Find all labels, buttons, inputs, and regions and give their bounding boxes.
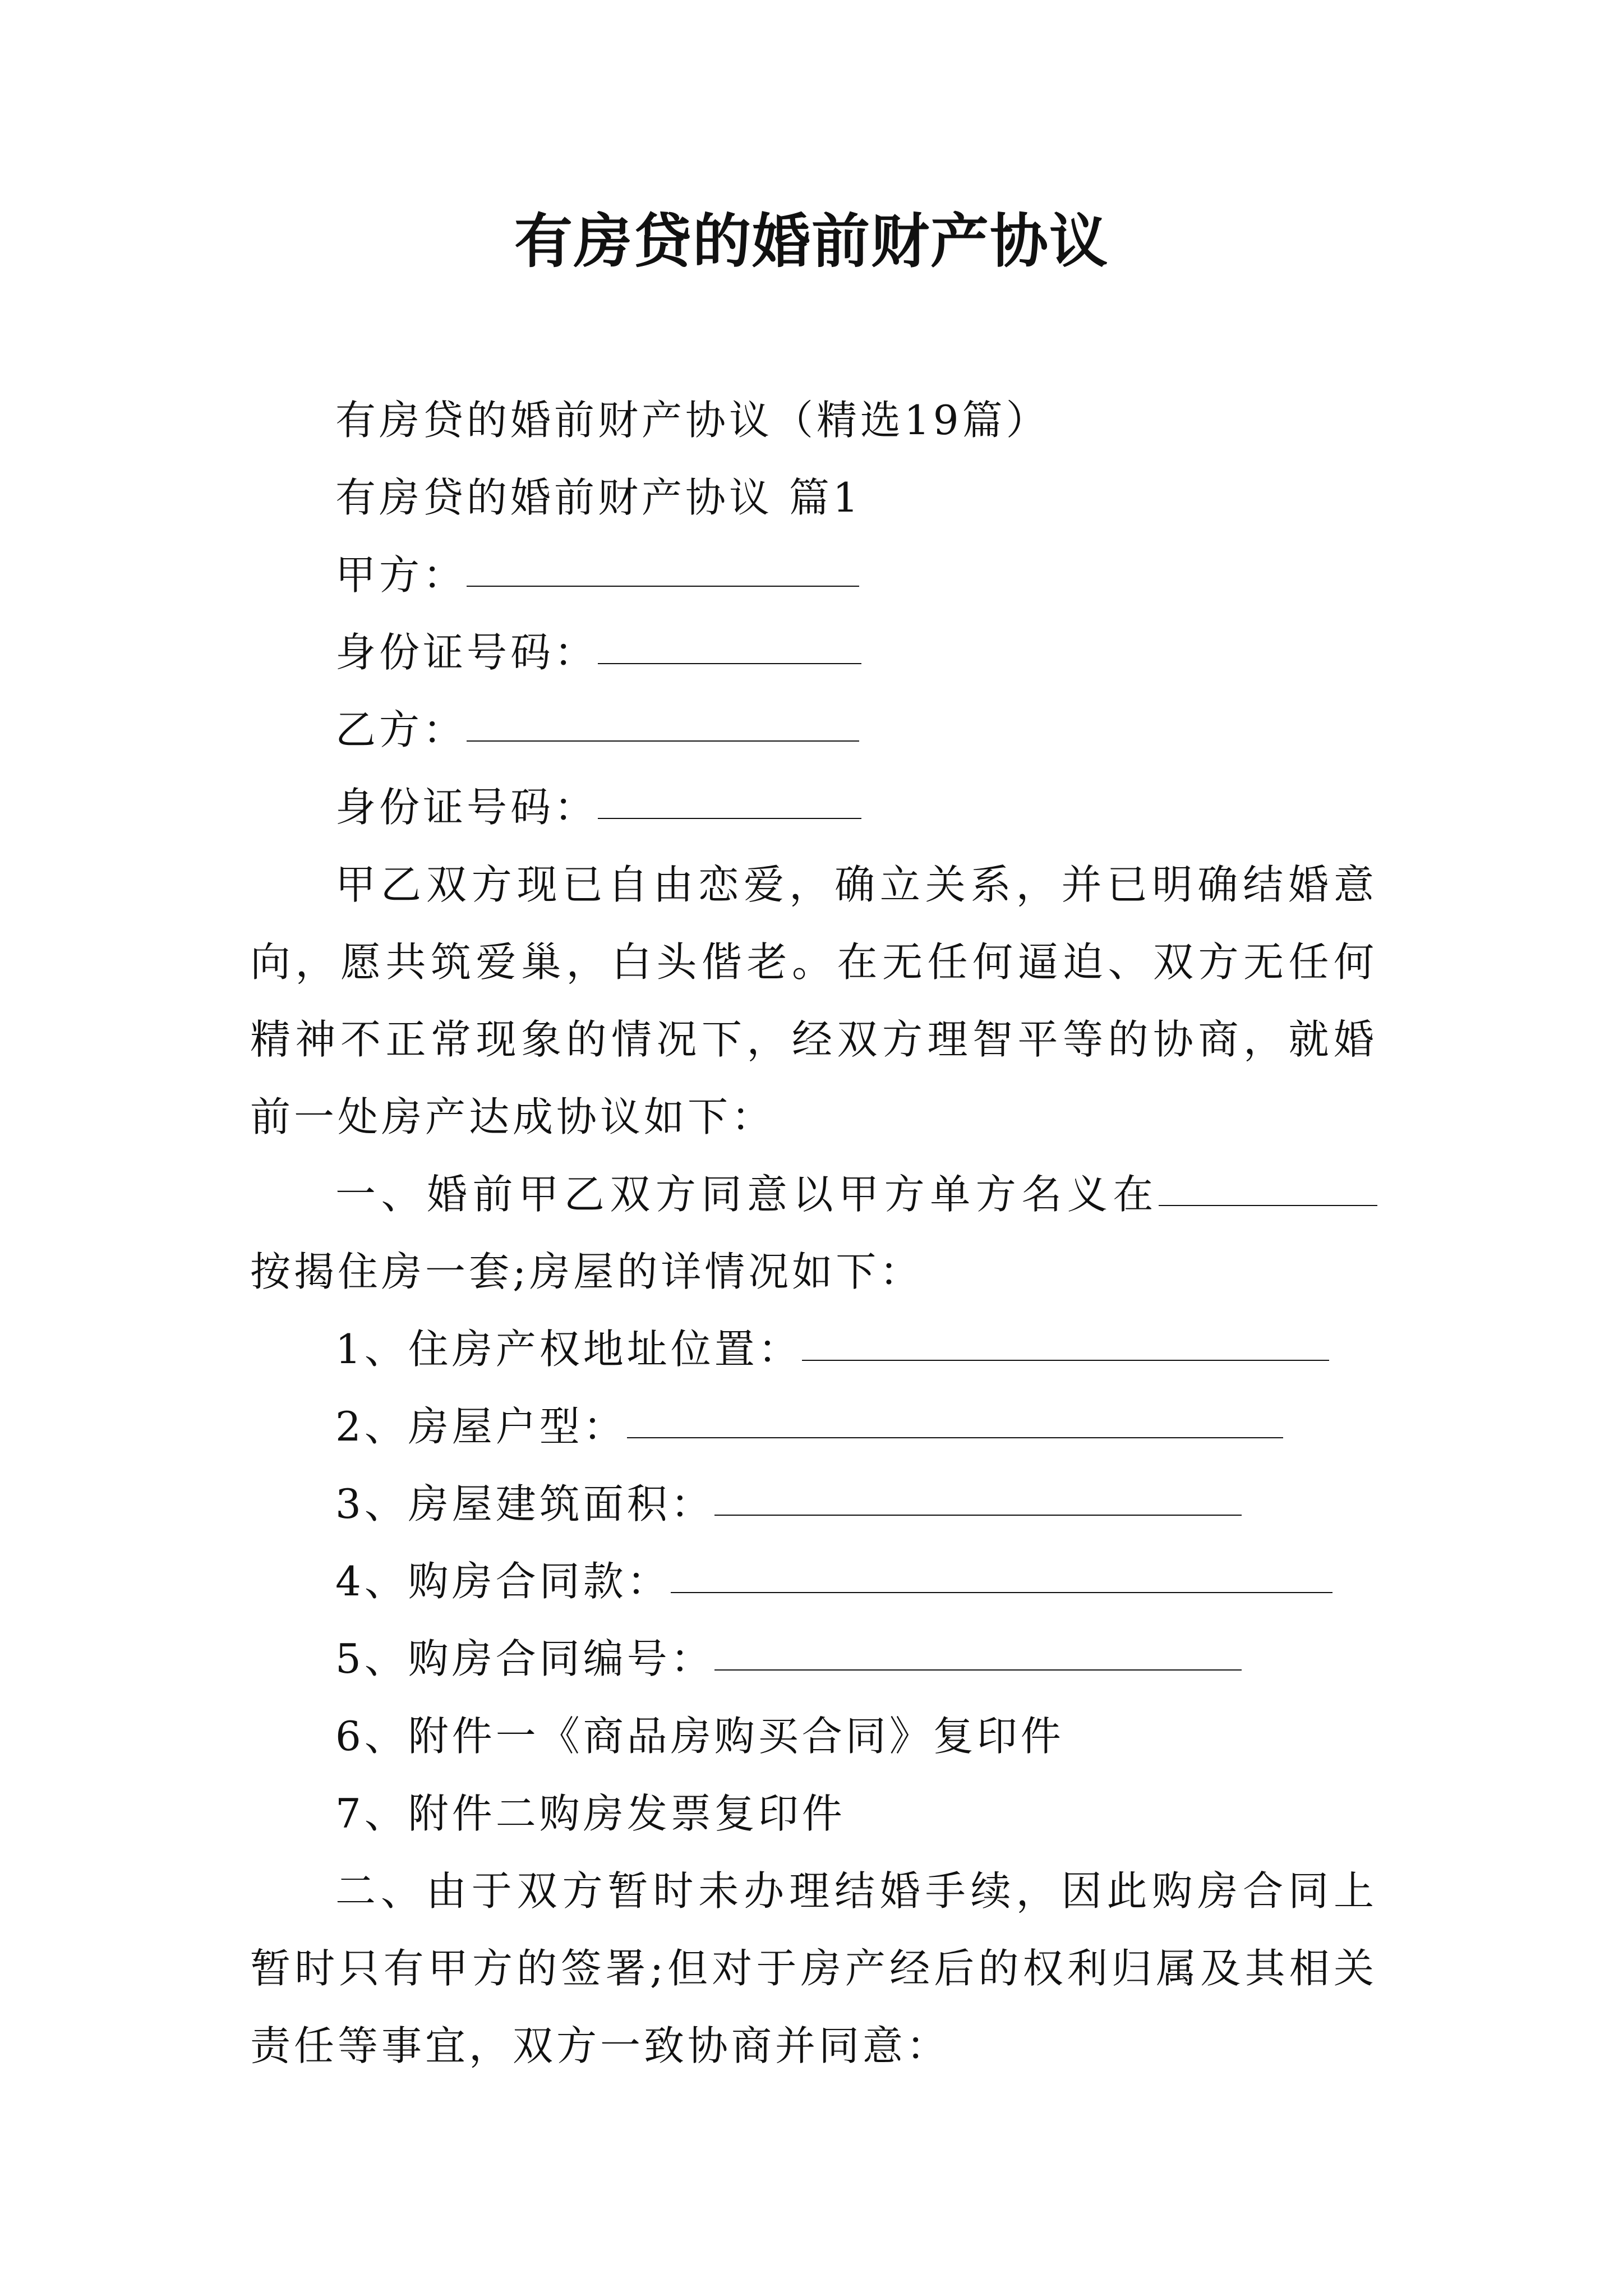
party-b-id-blank — [598, 771, 861, 819]
item-7-line: 7、附件二购房发票复印件 — [335, 1790, 846, 1837]
item-4-line — [250, 1543, 1377, 1620]
party-a-line — [250, 536, 1377, 614]
clause-1-location-blank — [1159, 1158, 1377, 1206]
party-b-blank — [467, 693, 859, 742]
clause-1 — [250, 1156, 1377, 1310]
party-b-line — [250, 691, 1377, 769]
item-5-line — [250, 1620, 1377, 1697]
item-1-line — [250, 1310, 1377, 1388]
item-3-line — [250, 1465, 1377, 1543]
party-b-label: 乙方： — [335, 706, 467, 753]
section-heading: 有房贷的婚前财产协议 篇1 — [335, 474, 862, 521]
item-2-line — [250, 1388, 1377, 1465]
item-2-blank — [627, 1390, 1283, 1438]
document-subtitle: 有房贷的婚前财产协议（精选19篇） — [335, 397, 1050, 444]
item-1-label: 1、住房产权地址位置： — [335, 1326, 802, 1373]
party-a-id-line — [250, 614, 1377, 691]
item-1-blank — [802, 1313, 1329, 1361]
clause-1-part-1: 一、婚前甲乙双方同意以甲方单方名义在 — [335, 1171, 1159, 1218]
document-body — [250, 381, 1377, 2085]
party-a-id-blank — [598, 616, 861, 664]
item-3-label: 3、房屋建筑面积： — [335, 1480, 714, 1527]
item-5-label: 5、购房合同编号： — [335, 1635, 714, 1682]
party-b-id-label: 身份证号码： — [335, 784, 598, 831]
item-2-label: 2、房屋户型： — [335, 1403, 627, 1450]
party-a-label: 甲方： — [335, 551, 467, 599]
document-title: 有房贷的婚前财产协议 — [514, 206, 1109, 275]
item-3-blank — [714, 1467, 1242, 1516]
party-b-id-line — [250, 769, 1377, 846]
item-6-line: 6、附件一《商品房购买合同》复印件 — [335, 1713, 1064, 1760]
clause-2: 二、由于双方暂时未办理结婚手续，因此购房合同上暂时只有甲方的签署;但对于房产经后的权利归属及其相关责任等事宜，双方一致协商并同意： — [250, 1867, 1377, 2069]
item-4-blank — [671, 1545, 1332, 1593]
item-5-blank — [714, 1622, 1242, 1671]
party-a-id-label: 身份证号码： — [335, 629, 598, 676]
clause-1-part-2: 按揭住房一套;房屋的详情况如下： — [250, 1248, 924, 1295]
intro-paragraph: 甲乙双方现已自由恋爱，确立关系，并已明确结婚意向，愿共筑爱巢，白头偕老。在无任何逼迫、双方无任何精神不正常现象的情况下，经双方理智平等的协商，就婚前一处房产达成协议如下： — [250, 861, 1377, 1140]
item-4-label: 4、购房合同款： — [335, 1558, 671, 1605]
party-a-blank — [467, 539, 859, 587]
